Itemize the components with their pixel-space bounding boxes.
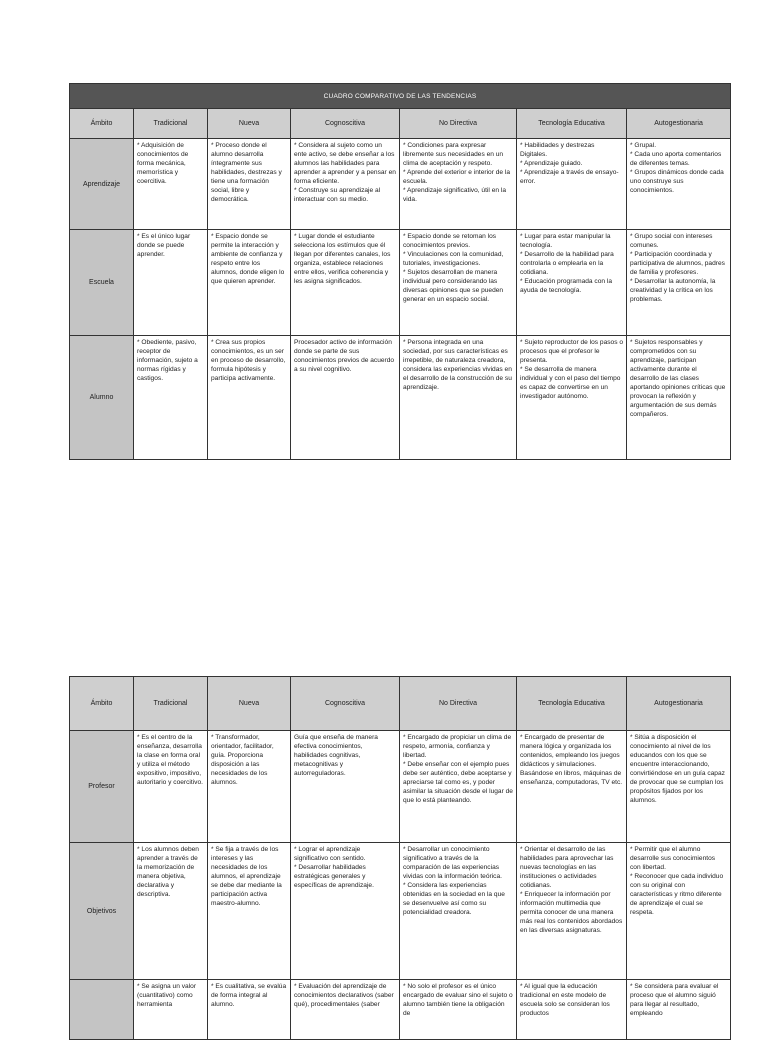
table-cell: * Se asigna un valor (cuantitativo) como herramienta	[134, 980, 208, 1040]
row-label-evaluacion	[70, 980, 134, 1040]
table-cell: * Espacio donde se permite la interacción y ambiente de confianza y respeto entre los alumnos, donde eligen lo que quieren aprender.	[208, 230, 291, 336]
table-cell: * Es cualitativa, se evalúa de forma integral al alumno.	[208, 980, 291, 1040]
table-cell: Guía que enseña de manera efectiva conocimientos, habilidades cognitivas, metacognitivas y autorreguladoras.	[291, 731, 400, 843]
table-cell: * Es el único lugar donde se puede aprender.	[134, 230, 208, 336]
header-tradicional: Tradicional	[134, 109, 208, 139]
comparison-table-2	[69, 676, 731, 1040]
table-cell: * Proceso donde el alumno desarrolla íntegramente sus habilidades, destrezas y tiene una formación social, libre y democrática.	[208, 139, 291, 230]
table-cell: * Habilidades y destrezas Digitales. * Aprendizaje guiado. * Aprendizaje a través de ensayo-error.	[517, 139, 627, 230]
table-cell: * Persona integrada en una sociedad, por sus características es irrepetible, de naturaleza creadora, considera las experiencias vividas en el desarrollo de la construcción de su aprendizaje.	[400, 336, 517, 460]
table-cell: * Grupal. * Cada uno aporta comentarios de diferentes temas. * Grupos dinámicos donde cada uno construye sus conocimientos.	[627, 139, 731, 230]
table-cell: * Sitúa a disposición el conocimiento al nivel de los educandos con los que se encuentre interaccionando, convirtiéndose en un guía capaz de provocar que se cumplan los propósitos fijados por los alumnos.	[627, 731, 731, 843]
header-no-directiva: No Directiva	[400, 109, 517, 139]
table-cell: * Al igual que la educación tradicional en este modelo de escuela solo se consideran los productos	[517, 980, 627, 1040]
table-cell: * Los alumnos deben aprender a través de la memorización de manera objetiva, declarativa y descriptiva.	[134, 843, 208, 980]
table-cell: * Evaluación del aprendizaje de conocimientos declarativos (saber qué), procedimentales (saber	[291, 980, 400, 1040]
table-cell: * Desarrollar un conocimiento significativo a través de la comparación de las experiencias vividas con la información teórica. * Considera las experiencias obtenidas en la sociedad en la que se desenvuelve así como su potencialidad creadora.	[400, 843, 517, 980]
header-ambito: Ámbito	[70, 677, 134, 731]
table-row	[70, 731, 731, 843]
header-no-directiva: No Directiva	[400, 677, 517, 731]
table-cell: * Se fija a través de los intereses y las necesidades de los alumnos, el aprendizaje se debe dar mediante la participación activa maestro-alumno.	[208, 843, 291, 980]
table-cell: * Transformador, orientador, facilitador, guía. Proporciona disposición a las necesidades de los alumnos.	[208, 731, 291, 843]
table-cell: * Lugar para estar manipular la tecnología. * Desarrollo de la habilidad para controlarla o emplearla en la cotidiana. * Educación programada con la ayuda de tecnología.	[517, 230, 627, 336]
table-row	[70, 980, 731, 1040]
table-cell: * Sujetos responsables y comprometidos con su aprendizaje, participan activamente durante el desarrollo de las clases aportando opiniones críticas que provocan la reflexión y argumentación de sus demás compañeros.	[627, 336, 731, 460]
header-nueva: Nueva	[208, 677, 291, 731]
table-cell: * Encargado de presentar de manera lógica y organizada los contenidos, empleando los juegos didácticos y simulaciones. Basándose en libros, máquinas de enseñanza, computadoras, TV etc.	[517, 731, 627, 843]
header-row	[70, 109, 731, 139]
row-label-escuela: Escuela	[70, 230, 134, 336]
row-label-alumno: Alumno	[70, 336, 134, 460]
header-cognoscitiva: Cognoscitiva	[291, 677, 400, 731]
table-cell: * Adquisición de conocimientos de forma mecánica, memorística y coercitiva.	[134, 139, 208, 230]
header-tecnologia: Tecnología Educativa	[517, 677, 627, 731]
header-tradicional: Tradicional	[134, 677, 208, 731]
table-row	[70, 336, 731, 460]
row-label-aprendizaje: Aprendizaje	[70, 139, 134, 230]
table-cell: Procesador activo de información donde se parte de sus conocimientos previos de acuerdo a su nivel cognitivo.	[291, 336, 400, 460]
table-row	[70, 843, 731, 980]
table-cell: * Grupo social con intereses comunes. * Participación coordinada y participativa de alumnos, padres de familia y profesores. * Desarrollar la autonomía, la creatividad y la crítica en los problemas.	[627, 230, 731, 336]
table-cell: * Considera al sujeto como un ente activo, se debe enseñar a los alumnos las habilidades para aprender a aprender y a pensar en forma eficiente. * Construye su aprendizaje al interactuar con su medio.	[291, 139, 400, 230]
table-cell: * Lugar donde el estudiante selecciona los estímulos que él llegan por diferentes canales, los organiza, establece relaciones entre ellos, verifica coherencia y les asigna significados.	[291, 230, 400, 336]
table-cell: * Permitir que el alumno desarrolle sus conocimientos con libertad. * Reconocer que cada individuo con su original con características y ritmo diferente de aprendizaje el cual se respeta.	[627, 843, 731, 980]
row-label-profesor: Profesor	[70, 731, 134, 843]
row-label-objetivos: Objetivos	[70, 843, 134, 980]
header-tecnologia: Tecnología Educativa	[517, 109, 627, 139]
table-cell: * Obediente, pasivo, receptor de información, sujeto a normas rígidas y castigos.	[134, 336, 208, 460]
header-ambito: Ámbito	[70, 109, 134, 139]
table-cell: * Es el centro de la enseñanza, desarrolla la clase en forma oral y utiliza el método expositivo, impositivo, autoritario y coercitivo.	[134, 731, 208, 843]
header-nueva: Nueva	[208, 109, 291, 139]
table-cell: * Lograr el aprendizaje significativo con sentido. * Desarrollar habilidades estratégicas generales y específicas de aprendizaje.	[291, 843, 400, 980]
table-cell: * Orientar el desarrollo de las habilidades para aprovechar las nuevas tecnologías en las instituciones o actividades cotidianas. * Enriquecer la información por información multimedia que permita conocer de una manera más real los contenidos abordados en las diversas asignaturas.	[517, 843, 627, 980]
table-cell: * Espacio donde se retoman los conocimientos previos. * Vinculaciones con la comunidad, tutoriales, investigaciones. * Sujetos desarrollan de manera individual pero considerando las diversas opiniones que se pueden generar en un espacio social.	[400, 230, 517, 336]
comparison-table-1	[69, 83, 731, 460]
header-row	[70, 677, 731, 731]
header-cognoscitiva: Cognoscitiva	[291, 109, 400, 139]
table-row	[70, 139, 731, 230]
table-cell: * Crea sus propios conocimientos, es un ser en proceso de desarrollo, formula hipótesis y participa activamente.	[208, 336, 291, 460]
table-cell: * Sujeto reproductor de los pasos o procesos que el profesor le presenta. * Se desarrolla de manera individual y con el paso del tiempo es capaz de convertirse en un investigador autónomo.	[517, 336, 627, 460]
table-cell: * No solo el profesor es el único encargado de evaluar sino el sujeto o alumno también tiene la obligación de	[400, 980, 517, 1040]
table-cell: * Encargado de propiciar un clima de respeto, armonía, confianza y libertad. * Debe enseñar con el ejemplo pues debe ser auténtico, debe aceptarse y apreciarse tal como es, y poder asimilar la situación desde el lugar de que lo está planteando.	[400, 731, 517, 843]
table-title: CUADRO COMPARATIVO DE LAS TENDENCIAS	[70, 84, 731, 109]
table-cell: * Se considera para evaluar el proceso que el alumno siguió para llegar al resultado, empleando	[627, 980, 731, 1040]
header-autogestionaria: Autogestionaria	[627, 677, 731, 731]
table-row	[70, 230, 731, 336]
table-cell: * Condiciones para expresar libremente sus necesidades en un clima de aceptación y respeto. * Aprende del exterior e interior de la escuela. * Aprendizaje significativo, útil en la vida.	[400, 139, 517, 230]
header-autogestionaria: Autogestionaria	[627, 109, 731, 139]
